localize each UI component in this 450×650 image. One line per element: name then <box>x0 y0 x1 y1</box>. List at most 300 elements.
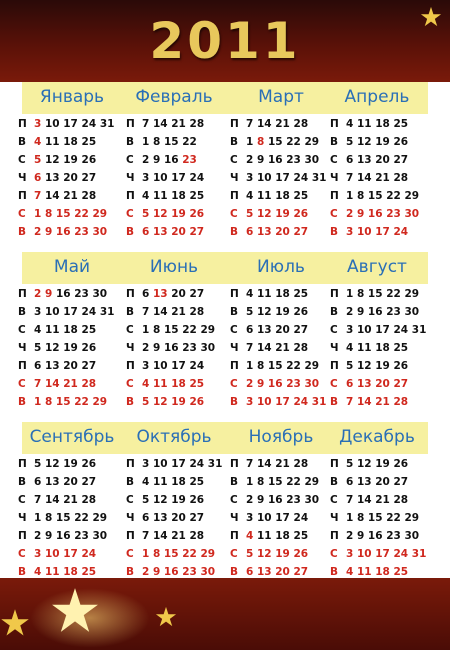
weekday-label: П <box>230 288 239 300</box>
day-number: 18 <box>275 190 294 202</box>
month-label: Март <box>258 87 304 107</box>
day-numbers: 7 14 21 28 <box>346 396 409 408</box>
weekday-label: С <box>18 494 26 506</box>
day-numbers: 5 12 19 26 <box>142 208 205 220</box>
day-numbers: 7 14 21 28 <box>346 494 409 506</box>
day-numbers <box>142 324 215 336</box>
weekday-label: П <box>18 190 27 202</box>
star-icon <box>420 6 442 28</box>
day-number: 3 <box>142 172 153 184</box>
day-numbers <box>246 458 308 470</box>
weekday-label: В <box>330 136 339 148</box>
day-number: 25 <box>189 190 205 202</box>
weekday-label: В <box>330 226 339 238</box>
weekday-label: С <box>230 548 238 560</box>
day-numbers: 6 13 20 27 <box>346 476 409 488</box>
day-number: 9 <box>256 494 268 506</box>
day-number: 3 <box>34 306 45 318</box>
day-number: 5 <box>34 154 45 166</box>
day-numbers: 1 8 15 22 29 <box>34 396 108 408</box>
month-label: Сентябрь <box>29 427 115 447</box>
month-label: Октябрь <box>136 427 212 447</box>
day-numbers: 5 12 19 26 <box>346 360 409 372</box>
day-number: 18 <box>171 190 190 202</box>
weekday-label: Ч <box>230 172 239 184</box>
day-numbers <box>246 136 319 148</box>
day-number: 12 <box>44 342 64 354</box>
day-numbers: 7 14 21 28 <box>142 530 205 542</box>
weekday-label: Ч <box>18 342 27 354</box>
day-numbers: 1 8 15 22 29 <box>34 208 108 220</box>
day-number: 30 <box>304 154 320 166</box>
day-numbers <box>246 530 308 542</box>
weekday-label: С <box>230 324 238 336</box>
weekday-label: П <box>230 530 239 542</box>
day-number: 21 <box>63 190 82 202</box>
day-number: 17 <box>63 306 82 318</box>
day-number: 10 <box>256 512 276 524</box>
day-numbers: 2 9 16 23 30 <box>34 226 108 238</box>
day-numbers: 4 11 18 25 <box>142 378 205 390</box>
weekday-label: С <box>126 378 134 390</box>
day-numbers <box>246 118 308 130</box>
day-number: 19 <box>63 342 82 354</box>
day-numbers: 3 10 17 24 <box>34 548 97 560</box>
day-number: 7 <box>142 306 153 318</box>
day-number: 15 <box>267 476 287 488</box>
day-numbers: 4 11 18 25 <box>246 288 309 300</box>
day-numbers: 5 12 19 26 <box>246 306 309 318</box>
day-number: 22 <box>182 136 197 148</box>
day-numbers: 2 9 16 23 30 <box>346 306 420 318</box>
day-numbers <box>34 360 96 372</box>
day-number: 27 <box>81 172 97 184</box>
day-number: 17 <box>275 512 294 524</box>
day-number: 24 <box>189 360 205 372</box>
weekday-label: В <box>126 396 135 408</box>
weekday-label: С <box>126 548 134 560</box>
day-numbers: 4 11 18 25 <box>346 566 409 578</box>
day-numbers <box>142 306 204 318</box>
weekday-label: С <box>330 378 338 390</box>
weekday-label: В <box>230 476 239 488</box>
day-numbers: 7 14 21 28 <box>246 342 309 354</box>
day-number: 9 <box>152 342 164 354</box>
day-number: 9 <box>256 154 268 166</box>
day-number: 30 <box>92 288 108 300</box>
day-numbers: 3 10 17 24 31 <box>346 324 427 336</box>
day-number: 2 <box>246 154 257 166</box>
day-numbers: 2 9 16 23 30 <box>34 530 108 542</box>
day-number: 5 <box>34 342 45 354</box>
weekday-label: Ч <box>126 342 135 354</box>
weekday-label: В <box>126 226 135 238</box>
day-number: 24 <box>293 172 312 184</box>
day-numbers <box>142 118 204 130</box>
day-numbers <box>34 154 96 166</box>
day-numbers: 3 10 17 24 31 <box>142 458 223 470</box>
weekday-label: С <box>330 494 338 506</box>
weekday-label: П <box>126 288 135 300</box>
day-number: 3 <box>246 172 257 184</box>
day-numbers: 6 13 20 27 <box>34 476 97 488</box>
weekday-label: П <box>126 118 135 130</box>
day-number: 24 <box>189 172 205 184</box>
day-number: 11 <box>152 190 172 202</box>
day-number: 16 <box>163 342 183 354</box>
day-number: 22 <box>182 324 201 336</box>
day-number: 7 <box>246 458 257 470</box>
weekday-label: С <box>330 154 338 166</box>
weekday-label: П <box>18 530 27 542</box>
day-number: 1 <box>142 324 153 336</box>
day-numbers: 6 13 20 27 <box>246 226 309 238</box>
day-number: 17 <box>171 360 190 372</box>
month-label: Апрель <box>344 87 410 107</box>
day-numbers: 1 8 15 22 29 <box>34 512 108 524</box>
day-numbers <box>246 190 308 202</box>
day-number: 18 <box>63 136 82 148</box>
weekday-label: В <box>18 476 27 488</box>
day-numbers: 2 9 16 23 30 <box>346 530 420 542</box>
weekday-label: П <box>230 190 239 202</box>
day-number: 26 <box>81 342 97 354</box>
day-numbers: 2 9 16 23 30 <box>142 566 216 578</box>
day-numbers <box>34 342 96 354</box>
weekday-label: С <box>330 548 338 560</box>
day-number: 10 <box>152 360 172 372</box>
day-numbers: 7 14 21 28 <box>34 378 97 390</box>
day-number: 25 <box>293 530 309 542</box>
weekday-label: П <box>18 458 27 470</box>
day-number: 13 <box>44 360 64 372</box>
weekday-label: Ч <box>230 512 239 524</box>
day-number: 29 <box>304 136 320 148</box>
weekday-label: В <box>18 226 27 238</box>
day-number: 27 <box>81 360 97 372</box>
day-number: 7 <box>34 190 45 202</box>
day-number: 10 <box>44 306 64 318</box>
day-numbers: 1 8 15 22 29 <box>346 190 420 202</box>
day-number: 9 <box>152 154 164 166</box>
star-icon <box>50 586 100 636</box>
day-numbers <box>34 118 114 130</box>
day-number: 15 <box>163 324 183 336</box>
day-number: 29 <box>200 324 216 336</box>
day-number: 30 <box>200 342 216 354</box>
day-numbers <box>142 190 204 202</box>
day-number: 1 <box>142 136 153 148</box>
weekday-label: Ч <box>330 512 339 524</box>
day-numbers: 7 14 21 28 <box>34 494 97 506</box>
day-numbers: 5 12 19 26 <box>246 208 309 220</box>
weekday-label: В <box>126 476 135 488</box>
weekday-label: В <box>330 476 339 488</box>
day-numbers <box>34 306 114 318</box>
weekday-label: В <box>330 306 339 318</box>
day-number: 8 <box>152 136 164 148</box>
weekday-label: В <box>230 396 239 408</box>
day-number: 28 <box>293 458 309 470</box>
day-numbers: 5 12 19 26 <box>246 548 309 560</box>
weekday-label: В <box>18 396 27 408</box>
day-numbers: 5 12 19 26 <box>142 494 205 506</box>
day-number: 3 <box>142 360 153 372</box>
weekday-label: В <box>18 136 27 148</box>
day-number: 6 <box>34 360 45 372</box>
day-numbers: 1 8 15 22 29 <box>346 512 420 524</box>
day-number: 26 <box>81 154 97 166</box>
weekday-label: П <box>230 118 239 130</box>
weekday-label: В <box>126 306 135 318</box>
day-number: 4 <box>142 190 153 202</box>
day-number: 24 <box>81 118 100 130</box>
weekday-label: В <box>18 306 27 318</box>
weekday-label: П <box>330 530 339 542</box>
month-label: Август <box>347 257 407 277</box>
day-numbers <box>142 154 197 166</box>
day-number: 2 <box>142 342 153 354</box>
weekday-label: Ч <box>230 342 239 354</box>
day-numbers: 7 14 21 28 <box>346 172 409 184</box>
month-label: Декабрь <box>339 427 415 447</box>
weekday-label: П <box>230 458 239 470</box>
day-number: 23 <box>74 288 93 300</box>
weekday-label: С <box>18 208 26 220</box>
day-number: 17 <box>275 172 294 184</box>
day-number: 4 <box>246 530 257 542</box>
day-numbers: 1 8 15 22 29 <box>346 288 420 300</box>
day-number: 6 <box>142 288 153 300</box>
day-number: 20 <box>63 172 82 184</box>
day-number: 8 <box>256 136 268 148</box>
weekday-label: В <box>230 226 239 238</box>
day-number: 21 <box>171 306 190 318</box>
day-number: 7 <box>246 118 257 130</box>
day-number: 2 <box>246 494 257 506</box>
day-number: 25 <box>81 136 97 148</box>
weekday-label: Ч <box>126 512 135 524</box>
day-numbers <box>246 512 308 524</box>
day-number: 10 <box>44 118 64 130</box>
weekday-label: С <box>230 378 238 390</box>
day-numbers: 6 13 20 27 <box>346 378 409 390</box>
day-number: 16 <box>55 288 75 300</box>
day-numbers: 6 13 20 27 <box>346 154 409 166</box>
day-numbers <box>142 360 204 372</box>
day-number: 8 <box>152 324 164 336</box>
day-number: 4 <box>246 190 257 202</box>
weekday-label: Ч <box>126 172 135 184</box>
day-number: 11 <box>256 530 276 542</box>
weekday-label: С <box>126 494 134 506</box>
weekday-label: П <box>330 360 339 372</box>
day-numbers <box>34 324 96 336</box>
day-numbers: 6 13 20 27 <box>142 226 205 238</box>
weekday-label: П <box>330 458 339 470</box>
day-number: 7 <box>142 118 153 130</box>
day-numbers <box>34 288 107 300</box>
weekday-label: С <box>126 324 134 336</box>
weekday-label: С <box>126 208 134 220</box>
weekday-label: П <box>230 360 239 372</box>
month-label: Февраль <box>135 87 213 107</box>
day-number: 23 <box>286 494 305 506</box>
weekday-label: В <box>230 306 239 318</box>
day-numbers: 1 8 15 22 29 <box>246 360 320 372</box>
day-number: 18 <box>275 530 294 542</box>
weekday-label: П <box>18 360 27 372</box>
day-numbers: 4 11 18 25 <box>142 476 205 488</box>
day-number: 14 <box>256 118 276 130</box>
weekday-label: П <box>126 360 135 372</box>
day-numbers: 5 12 19 26 <box>346 136 409 148</box>
day-numbers: 4 11 18 25 <box>34 566 97 578</box>
day-number: 16 <box>163 154 183 166</box>
weekday-label: П <box>330 190 339 202</box>
day-number: 22 <box>286 476 305 488</box>
day-number: 21 <box>275 458 294 470</box>
weekday-label: Ч <box>330 172 339 184</box>
day-number: 10 <box>152 172 172 184</box>
day-numbers <box>34 136 96 148</box>
day-number: 18 <box>63 324 82 336</box>
day-numbers <box>246 494 319 506</box>
month-label: Июль <box>257 257 305 277</box>
day-number: 17 <box>63 118 82 130</box>
weekday-label: Ч <box>330 342 339 354</box>
day-number: 15 <box>163 136 183 148</box>
day-number: 2 <box>34 288 45 300</box>
day-number: 31 <box>99 306 115 318</box>
day-number: 3 <box>34 118 45 130</box>
weekday-label: Ч <box>18 172 27 184</box>
day-number: 31 <box>99 118 115 130</box>
day-number: 16 <box>267 494 287 506</box>
day-numbers <box>142 136 197 148</box>
weekday-label: В <box>330 566 339 578</box>
day-numbers <box>142 172 204 184</box>
day-numbers <box>142 288 204 300</box>
day-number: 8 <box>256 476 268 488</box>
day-number: 14 <box>152 306 172 318</box>
month-label: Январь <box>39 87 105 107</box>
day-number: 14 <box>152 118 172 130</box>
day-number: 23 <box>286 154 305 166</box>
header-banner <box>0 0 450 82</box>
day-number: 1 <box>246 136 257 148</box>
day-numbers: 4 11 18 25 <box>346 118 409 130</box>
day-number: 9 <box>44 288 56 300</box>
day-number: 3 <box>246 512 257 524</box>
weekday-label: В <box>18 566 27 578</box>
weekday-label: П <box>330 288 339 300</box>
day-numbers <box>246 172 326 184</box>
day-number: 21 <box>171 118 190 130</box>
weekday-label: П <box>18 118 27 130</box>
day-numbers: 3 10 17 24 31 <box>346 548 427 560</box>
day-number: 11 <box>44 324 64 336</box>
day-numbers <box>34 190 96 202</box>
day-number: 25 <box>293 190 309 202</box>
day-numbers: 6 13 20 27 <box>142 512 205 524</box>
day-number: 30 <box>304 494 320 506</box>
day-numbers: 6 13 20 27 <box>246 324 309 336</box>
day-number: 16 <box>267 154 287 166</box>
weekday-label: С <box>18 378 26 390</box>
day-number: 11 <box>256 190 276 202</box>
weekday-label: В <box>126 136 135 148</box>
day-number: 6 <box>34 172 45 184</box>
day-numbers <box>34 172 96 184</box>
day-number: 14 <box>44 190 64 202</box>
day-numbers: 5 12 19 26 <box>34 458 97 470</box>
footer-banner <box>0 578 450 650</box>
day-numbers: 5 12 19 26 <box>142 396 205 408</box>
day-numbers: 1 8 15 22 29 <box>142 548 216 560</box>
day-number: 28 <box>293 118 309 130</box>
month-label: Ноябрь <box>248 427 314 447</box>
day-numbers: 5 12 19 26 <box>346 458 409 470</box>
weekday-label: П <box>126 530 135 542</box>
day-number: 21 <box>275 118 294 130</box>
day-number: 28 <box>81 190 97 202</box>
weekday-label: В <box>230 136 239 148</box>
day-number: 11 <box>44 136 64 148</box>
day-number: 31 <box>311 172 327 184</box>
day-number: 15 <box>267 136 287 148</box>
day-number: 14 <box>256 458 276 470</box>
day-number: 4 <box>34 136 45 148</box>
day-number: 20 <box>63 360 82 372</box>
day-numbers: 3 10 17 24 <box>346 226 409 238</box>
weekday-label: С <box>126 154 134 166</box>
weekday-label: С <box>330 324 338 336</box>
day-number: 13 <box>152 288 172 300</box>
day-number: 12 <box>44 154 64 166</box>
day-number: 29 <box>304 476 320 488</box>
day-numbers <box>246 476 319 488</box>
weekday-label: С <box>230 154 238 166</box>
day-number: 1 <box>246 476 257 488</box>
day-number: 19 <box>63 154 82 166</box>
weekday-label: Ч <box>18 512 27 524</box>
day-numbers: 4 11 18 25 <box>346 342 409 354</box>
day-number: 25 <box>81 324 97 336</box>
day-number: 23 <box>182 154 197 166</box>
weekday-label: С <box>18 324 26 336</box>
weekday-label: С <box>18 548 26 560</box>
day-number: 27 <box>189 288 205 300</box>
weekday-label: П <box>126 190 135 202</box>
day-numbers: 2 9 16 23 30 <box>346 208 420 220</box>
star-icon <box>0 608 30 638</box>
day-numbers: 6 13 20 27 <box>246 566 309 578</box>
weekday-label: В <box>126 566 135 578</box>
day-number: 24 <box>81 306 100 318</box>
weekday-label: В <box>230 566 239 578</box>
year-title: 2011 <box>149 12 301 70</box>
day-number: 24 <box>293 512 309 524</box>
weekday-label: С <box>230 208 238 220</box>
day-number: 23 <box>182 342 201 354</box>
day-numbers: 2 9 16 23 30 <box>246 378 320 390</box>
day-number: 2 <box>142 154 153 166</box>
day-number: 28 <box>189 306 205 318</box>
weekday-label: В <box>330 396 339 408</box>
day-numbers <box>142 342 215 354</box>
day-number: 17 <box>171 172 190 184</box>
